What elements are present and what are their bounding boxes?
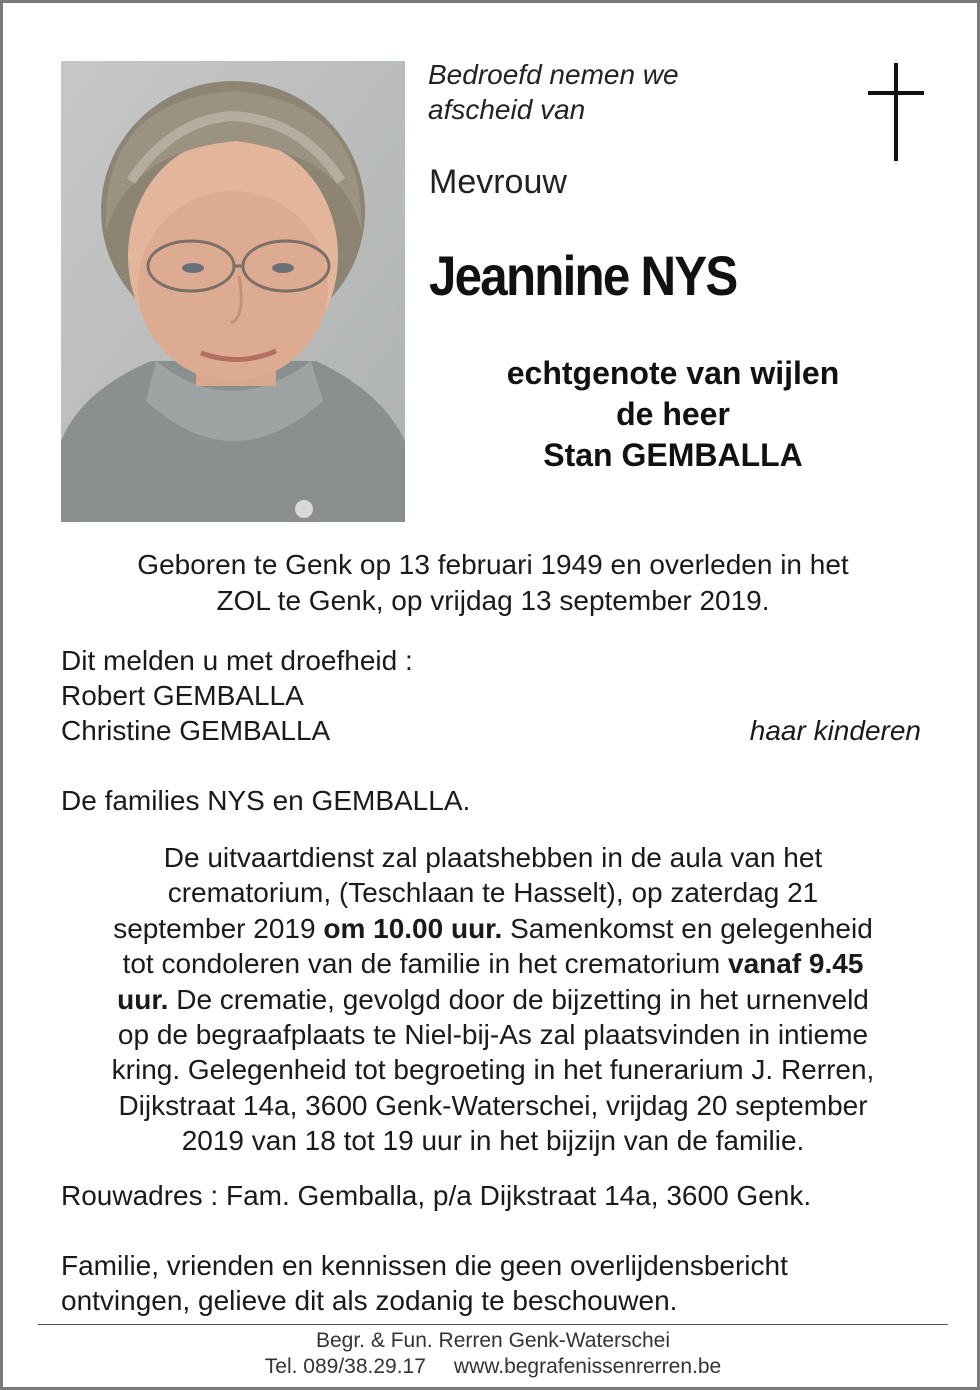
service-line xyxy=(43,946,943,981)
notice-line-2: ontvingen, gelieve dit als zodanig te beschouwen. xyxy=(61,1285,678,1316)
service-line: kring. Gelegenheid tot begroeting in het funerarium J. Rerren, xyxy=(111,1054,875,1086)
service-text: Samenkomst en gelegenheid xyxy=(502,912,873,944)
spouse-line-2: de heer xyxy=(616,396,730,432)
announcer-role: haar kinderen xyxy=(749,715,921,746)
cross-icon xyxy=(865,63,927,163)
birth-death-info xyxy=(43,547,943,619)
service-line: Dijkstraat 14a, 3600 Genk-Waterschei, vrijdag 20 september xyxy=(118,1089,868,1121)
intro-text xyxy=(428,57,679,127)
birth-line-1: Geboren te Genk op 13 februari 1949 en overleden in het xyxy=(137,549,849,580)
footer-divider xyxy=(38,1324,948,1325)
service-line: De uitvaartdienst zal plaatshebben in de aula van het xyxy=(163,842,823,873)
spouse-info xyxy=(423,353,923,476)
announcers xyxy=(61,643,921,748)
service-text: tot condoleren van de familie in het crematorium xyxy=(122,948,728,980)
portrait-photo xyxy=(61,61,405,522)
service-line: crematorium, (Teschlaan te Hasselt), op zaterdag 21 xyxy=(167,877,819,909)
phone-number: Tel. 089/38.29.17 xyxy=(264,1355,426,1378)
honorific: Mevrouw xyxy=(429,163,567,201)
website-link[interactable]: www.begrafenissenrerren.be xyxy=(453,1355,722,1378)
service-line xyxy=(43,982,943,1017)
birth-line-2: ZOL te Genk, op vrijdag 13 september 2019. xyxy=(216,585,770,616)
footer-contact xyxy=(3,1354,980,1380)
service-line: 2019 van 18 tot 19 uur in het bijzijn van de familie. xyxy=(181,1125,805,1157)
condolence-time: uur. xyxy=(117,983,169,1015)
funeral-home-name: Begr. & Fun. Rerren Genk-Waterschei xyxy=(315,1329,671,1352)
deceased-name: Jeannine NYS xyxy=(429,244,737,307)
service-text: De crematie, gevolgd door de bijzetting in het urnenveld xyxy=(168,983,869,1015)
announce-intro: Dit melden u met droefheid : xyxy=(61,645,413,676)
families-line: De families NYS en GEMBALLA. xyxy=(61,785,471,816)
announcer-row xyxy=(61,713,921,748)
announcer-name: Robert GEMBALLA xyxy=(61,680,304,711)
service-line: op de begraafplaats te Niel-bij-As zal plaatsvinden in intieme xyxy=(117,1019,869,1051)
notice-text xyxy=(61,1248,941,1318)
spouse-line-3: Stan GEMBALLA xyxy=(543,437,803,473)
service-text: september 2019 xyxy=(113,912,324,944)
service-time: om 10.00 uur. xyxy=(323,912,503,944)
condolence-time: vanaf 9.45 xyxy=(728,948,864,980)
notice-line-1: Familie, vrienden en kennissen die geen overlijdensbericht xyxy=(61,1250,788,1281)
announcer-name: Christine GEMBALLA xyxy=(61,715,331,746)
intro-line-1: Bedroefd nemen we xyxy=(428,59,679,90)
mourning-address: Rouwadres : Fam. Gemballa, p/a Dijkstraat 14a, 3600 Genk. xyxy=(61,1180,812,1211)
service-details xyxy=(43,840,943,1159)
spouse-line-1: echtgenote van wijlen xyxy=(506,355,840,391)
intro-line-2: afscheid van xyxy=(428,94,586,125)
service-line xyxy=(43,911,943,946)
